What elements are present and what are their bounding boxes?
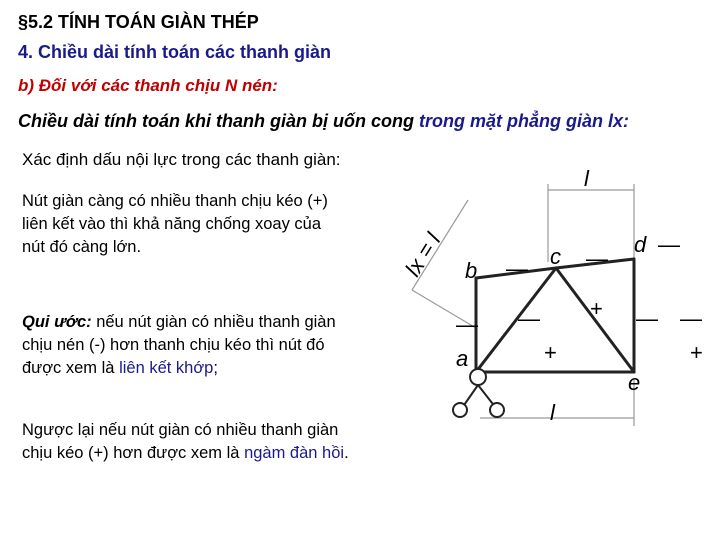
- sign-minus: —: [586, 246, 608, 271]
- convention-link: liên kết khớp: [119, 359, 214, 377]
- opposite-tail: .: [344, 444, 349, 462]
- sign-minus: —: [506, 256, 528, 281]
- node-e-label: e: [628, 370, 641, 395]
- section-title: §5.2 TÍNH TOÁN GIÀN THÉP: [18, 12, 259, 32]
- diagonal-dimension-line: [412, 200, 468, 290]
- top-span-label: l: [584, 166, 589, 191]
- sign-minus: —: [636, 306, 658, 331]
- node-d-label: d: [634, 232, 647, 257]
- diagonal-c-e: [556, 268, 634, 372]
- bottom-span-label: l: [550, 400, 555, 425]
- length-heading-highlight: trong mặt phẳng giàn lx:: [418, 111, 629, 131]
- sign-minus: —: [658, 232, 680, 257]
- diagonal-a-c: [476, 268, 556, 372]
- case-heading: b) Đối với các thanh chịu N nén:: [18, 76, 278, 95]
- length-heading: [18, 111, 629, 132]
- convention-tail: ;: [213, 359, 218, 377]
- sign-minus: —: [456, 312, 478, 337]
- node-a-label: a: [456, 346, 469, 371]
- sign-plus: +: [690, 340, 703, 365]
- sign-minus: —: [680, 306, 702, 331]
- paragraph-opposite: [22, 419, 352, 465]
- diagonal-length-label: lx = l: [400, 228, 446, 281]
- top-chord: [476, 259, 634, 278]
- length-heading-prefix: Chiều dài tính toán khi thanh giàn bị uốn cong: [18, 111, 419, 131]
- determine-text: Xác định dấu nội lực trong các thanh giàn:: [22, 150, 341, 169]
- opposite-link: ngàm đàn hồi: [244, 444, 345, 462]
- convention-text: nếu nút giàn có nhiều thanh giàn chịu nén (-) hơn thanh chịu kéo thì nút đó được xem là: [22, 313, 336, 377]
- sign-plus: +: [590, 296, 603, 321]
- paragraph-tension-nodes: Nút giàn càng có nhiều thanh chịu kéo (+) liên kết vào thì khả năng chống xoay của nút đó càng lớn.: [22, 192, 328, 256]
- paragraph-convention: [22, 311, 352, 380]
- opposite-text: Ngược lại nếu nút giàn có nhiều thanh giàn chịu kéo (+) hơn được xem là: [22, 421, 339, 462]
- node-c-label: c: [550, 244, 561, 269]
- sign-minus: —: [518, 306, 540, 331]
- node-b-label: b: [465, 258, 478, 283]
- pin-support: [453, 369, 504, 417]
- sign-plus: +: [544, 340, 557, 365]
- subtitle: 4. Chiều dài tính toán các thanh giàn: [18, 42, 332, 62]
- convention-lead: Qui ước:: [22, 313, 92, 331]
